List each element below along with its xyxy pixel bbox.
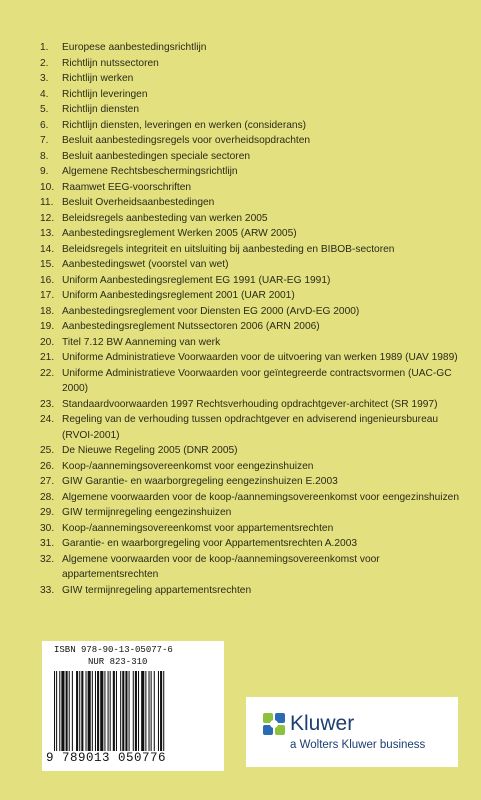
contents-item-title: Aanbestedingsreglement Werken 2005 (ARW 2005) xyxy=(62,228,297,239)
contents-item-number: 15. xyxy=(40,259,55,270)
barcode-panel xyxy=(42,641,224,771)
contents-item xyxy=(40,474,460,490)
contents-item-title: Raamwet EEG-voorschriften xyxy=(62,181,192,193)
contents-item xyxy=(40,319,460,335)
contents-item-number: 19. xyxy=(40,321,55,332)
contents-item-number: 3. xyxy=(40,73,49,84)
contents-item xyxy=(40,536,460,552)
contents-item-title: Besluit aanbestedingen speciale sectoren xyxy=(62,150,251,162)
contents-item-title: Koop-/aannemingsovereenkomst voor eengezinshuizen xyxy=(62,460,314,472)
publisher-tagline: a Wolters Kluwer business xyxy=(290,739,426,751)
contents-item-number: 22. xyxy=(40,367,55,379)
contents-item-number: 25. xyxy=(40,445,55,456)
contents-item-title: Garantie- en waarborgregeling voor Appartementsrechten A.2003 xyxy=(62,538,358,549)
contents-item-number: 20. xyxy=(40,336,55,348)
contents-item-title: Algemene voorwaarden voor de koop-/aannemingsovereenkomst voor appartementsrechten xyxy=(62,553,380,580)
contents-item xyxy=(40,366,460,397)
contents-item-number: 31. xyxy=(40,538,55,549)
contents-item-title: Titel 7.12 BW Aanneming van werk xyxy=(62,336,221,348)
contents-item xyxy=(40,102,460,118)
contents-item xyxy=(40,490,460,506)
contents-item-number: 16. xyxy=(40,274,55,286)
contents-item xyxy=(40,412,460,443)
contents-item-title: Beleidsregels aanbesteding van werken 2005 xyxy=(62,212,268,224)
contents-item xyxy=(40,242,460,258)
contents-item-number: 17. xyxy=(40,290,55,301)
barcode-bars xyxy=(54,671,212,751)
contents-item xyxy=(40,505,460,521)
contents-item-title: Richtlijn nutssectoren xyxy=(62,57,159,69)
contents-item-title: Besluit aanbestedingsregels voor overheidsopdrachten xyxy=(62,135,311,146)
contents-item xyxy=(40,118,460,134)
contents-item xyxy=(40,226,460,242)
contents-item-number: 24. xyxy=(40,414,55,425)
contents-item-number: 18. xyxy=(40,305,55,317)
nur-label: NUR 823-310 xyxy=(88,657,148,667)
contents-item xyxy=(40,335,460,351)
contents-item xyxy=(40,552,460,583)
contents-item-title: Aanbestedingsreglement Nutssectoren 2006 (ARN 2006) xyxy=(62,321,320,332)
contents-item-number: 10. xyxy=(40,181,55,193)
contents-item-title: Besluit Overheidsaanbestedingen xyxy=(62,197,215,208)
contents-item-number: 28. xyxy=(40,491,55,503)
contents-item-title: Richtlijn diensten xyxy=(62,104,140,115)
contents-item-number: 5. xyxy=(40,104,49,115)
contents-item xyxy=(40,304,460,320)
contents-item xyxy=(40,56,460,72)
contents-item xyxy=(40,164,460,180)
contents-item-title: Koop-/aannemingsovereenkomst voor appartementsrechten xyxy=(62,522,334,534)
contents-item xyxy=(40,443,460,459)
contents-item-number: 12. xyxy=(40,212,55,224)
contents-item-title: Regeling van de verhouding tussen opdrachtgever en adviserend ingenieursbureau (RVOI-2001) xyxy=(62,414,439,441)
contents-item-title: Uniform Aanbestedingsreglement EG 1991 (UAR-EG 1991) xyxy=(62,274,331,286)
contents-item-number: 13. xyxy=(40,228,55,239)
contents-item xyxy=(40,397,460,413)
contents-item-title: Algemene Rechtsbeschermingsrichtlijn xyxy=(62,166,238,177)
contents-item-number: 1. xyxy=(40,42,49,53)
contents-item xyxy=(40,459,460,475)
contents-item-number: 11. xyxy=(40,197,54,208)
contents-item-number: 9. xyxy=(40,166,49,177)
contents-item-title: Algemene voorwaarden voor de koop-/aannemingsovereenkomst voor eengezinshuizen xyxy=(62,491,459,503)
publisher-name: Kluwer xyxy=(290,712,355,735)
contents-item xyxy=(40,87,460,103)
contents-item-title: Aanbestedingswet (voorstel van wet) xyxy=(62,259,229,270)
contents-item xyxy=(40,350,460,366)
contents-item xyxy=(40,583,460,599)
contents-item xyxy=(40,71,460,87)
contents-item-title: Uniforme Administratieve Voorwaarden voor geïntegreerde contractsvormen (UAC-GC 2000) xyxy=(62,367,452,394)
contents-item xyxy=(40,133,460,149)
contents-item xyxy=(40,273,460,289)
contents-item-number: 26. xyxy=(40,460,55,472)
contents-item-title: GIW Garantie- en waarborgregeling eengezinshuizen E.2003 xyxy=(62,476,338,487)
contents-item-number: 27. xyxy=(40,476,55,487)
contents-item-title: Standaardvoorwaarden 1997 Rechtsverhouding opdrachtgever-architect (SR 1997) xyxy=(62,398,438,410)
contents-item xyxy=(40,40,460,56)
publisher-panel xyxy=(246,697,458,767)
contents-item-number: 7. xyxy=(40,135,49,146)
contents-item-title: Uniforme Administratieve Voorwaarden voor de uitvoering van werken 1989 (UAV 1989) xyxy=(62,352,458,363)
contents-item-number: 4. xyxy=(40,88,49,100)
contents-item-number: 30. xyxy=(40,522,55,534)
contents-item-number: 8. xyxy=(40,150,49,162)
contents-item-title: GIW termijnregeling appartementsrechten xyxy=(62,584,252,596)
contents-item-number: 6. xyxy=(40,119,49,131)
contents-item-title: Richtlijn diensten, leveringen en werken (considerans) xyxy=(62,119,307,131)
contents-item xyxy=(40,195,460,211)
barcode-digits: 9 789013 050776 xyxy=(46,751,167,765)
isbn-label: ISBN 978-90-13-05077-6 xyxy=(54,645,173,655)
contents-item-title: Uniform Aanbestedingsreglement 2001 (UAR 2001) xyxy=(62,290,295,301)
contents-item xyxy=(40,288,460,304)
contents-list xyxy=(40,40,460,598)
contents-item-number: 21. xyxy=(40,352,55,363)
contents-item-number: 32. xyxy=(40,553,55,565)
contents-item xyxy=(40,257,460,273)
kluwer-logo-icon xyxy=(262,712,286,736)
contents-item-title: De Nieuwe Regeling 2005 (DNR 2005) xyxy=(62,445,238,456)
contents-item-number: 23. xyxy=(40,398,55,410)
contents-item-title: Richtlijn leveringen xyxy=(62,88,148,100)
contents-item xyxy=(40,149,460,165)
contents-item-title: GIW termijnregeling eengezinshuizen xyxy=(62,507,232,518)
contents-item-number: 2. xyxy=(40,57,49,69)
contents-item-number: 33. xyxy=(40,584,55,596)
contents-item xyxy=(40,521,460,537)
contents-item-title: Europese aanbestedingsrichtlijn xyxy=(62,42,207,53)
contents-item xyxy=(40,211,460,227)
contents-item-number: 14. xyxy=(40,243,55,255)
contents-item xyxy=(40,180,460,196)
contents-item-title: Beleidsregels integriteit en uitsluiting bij aanbesteding en BIBOB-sectoren xyxy=(62,243,395,255)
contents-item-title: Aanbestedingsreglement voor Diensten EG 2000 (ArvD-EG 2000) xyxy=(62,305,360,317)
contents-item-title: Richtlijn werken xyxy=(62,73,134,84)
contents-item-number: 29. xyxy=(40,507,55,518)
